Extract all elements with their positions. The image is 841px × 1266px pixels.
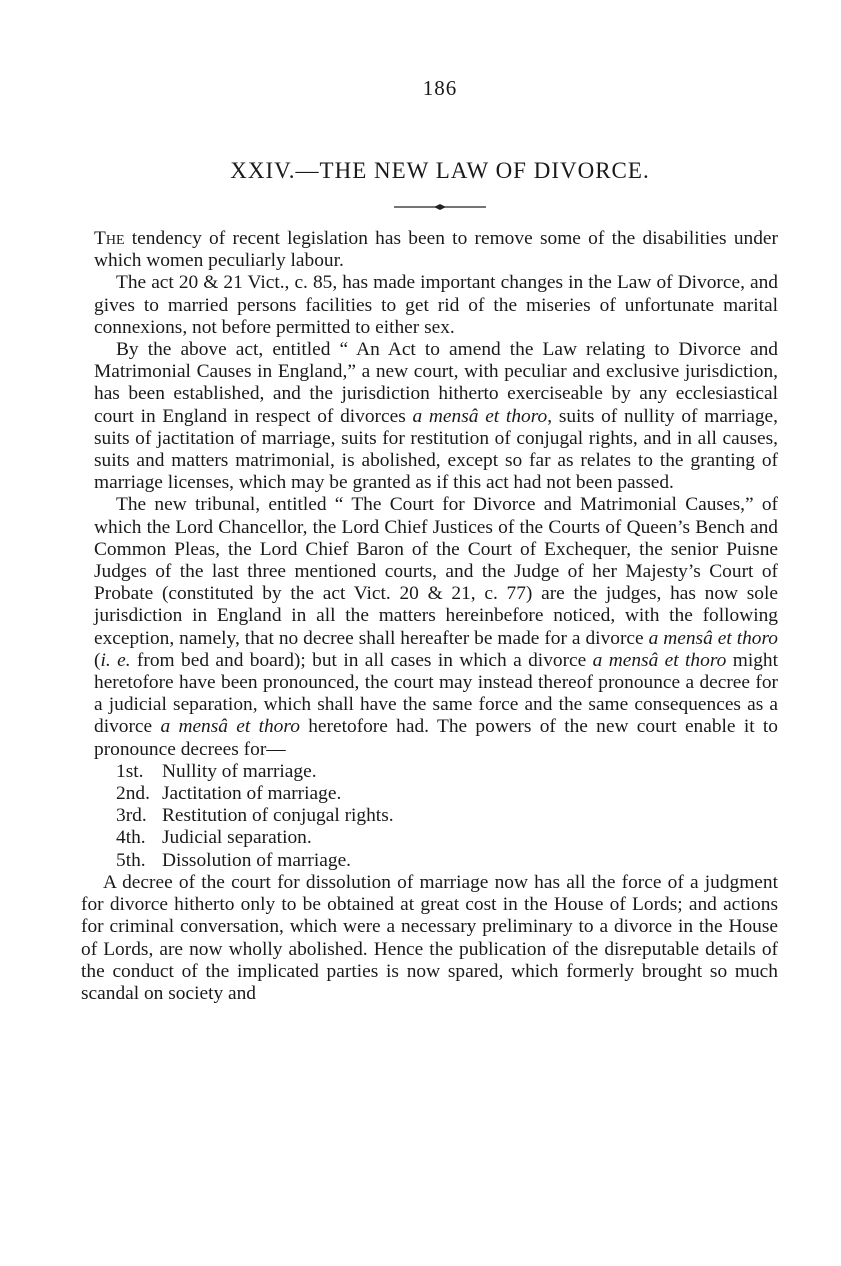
list-item-number: 2nd.: [116, 783, 150, 805]
body-text: [81, 228, 779, 1005]
latin-phrase: a mensâ et thoro: [648, 627, 779, 649]
paragraph-4: [94, 494, 778, 760]
list-item-text: Jactitation of marriage.: [162, 783, 342, 805]
page-number: 186: [422, 76, 458, 100]
paragraph-3-text-b: , suits of nullity of marriage, suits of jactitation of marriage, suits for restitution of conjugal rights, and in all causes, suits and matters matrimonial, is abolished, except so far as relates to the granting of marriage licenses, which may be granted as if this act had not been passed.: [94, 405, 778, 494]
list-item-number: 4th.: [116, 827, 146, 849]
list-item-number: 1st.: [116, 760, 144, 782]
list-item-text: Restitution of conjugal rights.: [162, 805, 394, 827]
list-item-text: Dissolution of marriage.: [162, 849, 352, 871]
paragraph-4-text-b: (: [94, 649, 101, 671]
list-item-number: 3rd.: [116, 805, 147, 827]
paragraph-3: [94, 339, 778, 494]
abbreviation: i. e.: [100, 649, 131, 671]
latin-phrase: a mensâ et thoro: [592, 649, 727, 671]
latin-phrase: a mensâ et thoro: [412, 405, 548, 427]
list-item: [94, 805, 778, 827]
list-item-text: Judicial separation.: [162, 827, 312, 849]
ornamental-rule: [394, 200, 486, 214]
paragraph-1-text: tendency of recent legislation has been to remove some of the disabilities under which women peculiarly labour.: [94, 228, 778, 272]
paragraph-4-text-d: might heretofore have been pronounced, the court may instead thereof pronounce a decree for a judicial separation, which shall have the same force and the same consequences as a divorce: [94, 649, 778, 738]
list-item-number: 5th.: [116, 849, 146, 871]
list-item-text: Nullity of marriage.: [162, 760, 317, 782]
chapter-title: XXIV.—THE NEW LAW OF DIVORCE.: [230, 158, 650, 183]
paragraph-1: [94, 228, 778, 272]
paragraph-4-text-a: The new tribunal, entitled “ The Court for Divorce and Matrimonial Causes,” of which the Lord Chancellor, the Lord Chief Justices of the Courts of Queen’s Bench and Common Pleas, the Lord Chief Baron of the Court of Exchequer, the senior Puisne Judges of the last three mentioned courts, and the Judge of her Majesty’s Court of Probate (constituted by the act Vict. 20 & 21, c. 77) are the judges, has now sole jurisdiction in England in all the matters hereinbefore noticed, with the following exception, namely, that no decree shall hereafter be made for a divorce: [94, 494, 778, 649]
paragraph-4-text-c: from bed and board); but in all cases in which a divorce: [130, 649, 593, 671]
list-item: [94, 827, 778, 849]
list-item: [94, 761, 778, 783]
paragraph-4-text-e: heretofore had. The powers of the new court enable it to pronounce decrees for—: [94, 716, 779, 760]
paragraph-1-lead: The: [94, 228, 125, 249]
list-item: [94, 850, 778, 872]
paragraph-3-text-a: By the above act, entitled “ An Act to amend the Law relating to Divorce and Matrimonial Causes in England,” a new court, with peculiar and exclusive jurisdiction, has been established, and the jurisdiction hitherto exerciseable by any ecclesiastical court in England in respect of divorces: [94, 339, 778, 427]
latin-phrase: a mensâ et thoro: [160, 716, 300, 738]
decree-list: [94, 761, 778, 872]
paragraph-5: A decree of the court for dissolution of marriage now has all the force of a judgment for divorce hitherto only to be obtained at great cost in the House of Lords; and actions for criminal conversation, which were a necessary preliminary to a divorce in the House of Lords, are now wholly abolished. Hence the publication of the disreputable details of the conduct of the implicated parties is now spared, which formerly brought so much scandal on society and: [81, 871, 778, 1004]
list-item: [94, 783, 778, 805]
paragraph-2: The act 20 & 21 Vict., c. 85, has made important changes in the Law of Divorce, and gives to married persons facilities to get rid of the miseries of unfortunate marital connexions, not before permitted to either sex.: [94, 272, 778, 338]
